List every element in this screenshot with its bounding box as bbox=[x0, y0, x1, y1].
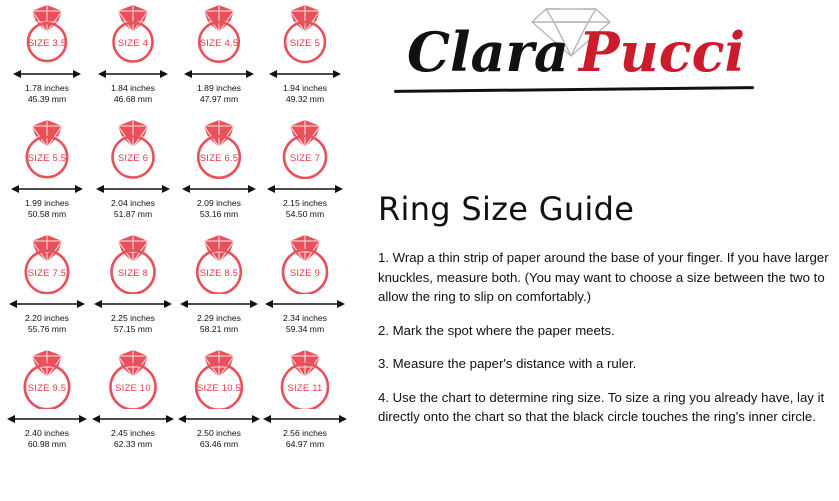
diameter-arrow bbox=[176, 413, 262, 427]
ring-size-cell bbox=[176, 347, 262, 462]
ring-icon bbox=[274, 117, 336, 179]
measurement bbox=[4, 313, 90, 334]
measurement-inches: 2.15 inches bbox=[283, 198, 327, 208]
measurement-inches: 2.20 inches bbox=[25, 313, 69, 323]
ring-size-cell bbox=[90, 347, 176, 462]
brand-underline bbox=[394, 86, 754, 93]
diameter-arrow bbox=[262, 298, 348, 312]
measurement bbox=[176, 313, 262, 334]
diameter-arrow bbox=[4, 68, 90, 82]
ring-size-label: SIZE 5.5 bbox=[27, 153, 67, 164]
brand-logo bbox=[376, 4, 776, 104]
measurement-mm: 46.68 mm bbox=[113, 93, 153, 104]
guide-steps bbox=[378, 248, 830, 441]
measurement bbox=[176, 428, 262, 449]
measurement-mm: 51.87 mm bbox=[113, 208, 153, 219]
measurement-inches: 2.29 inches bbox=[197, 313, 241, 323]
ring-illustration bbox=[262, 117, 348, 183]
ring-size-cell bbox=[262, 232, 348, 347]
ring-size-cell bbox=[262, 2, 348, 117]
diameter-arrow bbox=[90, 68, 176, 82]
ring-illustration bbox=[4, 232, 90, 298]
ring-size-label: SIZE 7 bbox=[289, 153, 321, 164]
ring-size-cell bbox=[4, 117, 90, 232]
measurement-inches: 1.99 inches bbox=[25, 198, 69, 208]
ring-size-cell bbox=[4, 232, 90, 347]
ring-illustration bbox=[4, 347, 90, 413]
ring-size-label: SIZE 10.5 bbox=[196, 383, 242, 394]
ring-icon bbox=[16, 232, 78, 294]
measurement bbox=[262, 428, 348, 449]
diameter-arrow bbox=[90, 298, 176, 312]
diameter-arrow bbox=[90, 413, 176, 427]
ring-size-label: SIZE 6 bbox=[117, 153, 149, 164]
page-title: Ring Size Guide bbox=[378, 190, 635, 228]
chart-row bbox=[4, 347, 358, 462]
ring-icon bbox=[102, 2, 164, 64]
ring-illustration bbox=[4, 2, 90, 68]
ring-size-label: SIZE 4 bbox=[117, 38, 149, 49]
measurement-mm: 59.34 mm bbox=[285, 323, 325, 334]
measurement bbox=[4, 198, 90, 219]
measurement-mm: 62.33 mm bbox=[113, 438, 153, 449]
ring-illustration bbox=[90, 2, 176, 68]
ring-illustration bbox=[4, 117, 90, 183]
ring-size-cell bbox=[176, 117, 262, 232]
guide-step: 4. Use the chart to determine ring size. To size a ring you already have, lay it directly onto the chart so that the black circle touches the ring's inner circle. bbox=[378, 389, 825, 424]
ring-illustration bbox=[176, 347, 262, 413]
measurement bbox=[262, 83, 348, 104]
ring-icon bbox=[274, 232, 336, 294]
brand-name-second: Pucci bbox=[578, 20, 746, 84]
measurement-mm: 45.39 mm bbox=[27, 93, 67, 104]
guide-panel bbox=[366, 0, 839, 501]
measurement bbox=[90, 198, 176, 219]
ring-size-cell bbox=[90, 232, 176, 347]
ring-illustration bbox=[262, 347, 348, 413]
measurement-inches: 2.40 inches bbox=[25, 428, 69, 438]
measurement-inches: 2.25 inches bbox=[111, 313, 155, 323]
measurement-inches: 2.04 inches bbox=[111, 198, 155, 208]
diameter-arrow bbox=[262, 183, 348, 197]
measurement-mm: 54.50 mm bbox=[285, 208, 325, 219]
ring-size-label: SIZE 8.5 bbox=[199, 268, 239, 279]
ring-size-cell bbox=[176, 232, 262, 347]
ring-icon bbox=[188, 2, 250, 64]
measurement-inches: 2.34 inches bbox=[283, 313, 327, 323]
measurement-mm: 49.32 mm bbox=[285, 93, 325, 104]
ring-size-cell bbox=[4, 2, 90, 117]
measurement-mm: 53.16 mm bbox=[199, 208, 239, 219]
ring-icon bbox=[102, 117, 164, 179]
measurement-mm: 64.97 mm bbox=[285, 438, 325, 449]
diameter-arrow bbox=[176, 68, 262, 82]
chart-row bbox=[4, 232, 358, 347]
ring-size-chart bbox=[0, 0, 358, 501]
ring-illustration bbox=[262, 232, 348, 298]
measurement-mm: 63.46 mm bbox=[199, 438, 239, 449]
ring-size-label: SIZE 4.5 bbox=[199, 38, 239, 49]
measurement-inches: 1.84 inches bbox=[111, 83, 155, 93]
ring-size-label: SIZE 6.5 bbox=[199, 153, 239, 164]
ring-icon bbox=[102, 347, 164, 409]
ring-icon bbox=[16, 347, 78, 409]
measurement-mm: 50.58 mm bbox=[27, 208, 67, 219]
diameter-arrow bbox=[90, 183, 176, 197]
diameter-arrow bbox=[4, 413, 90, 427]
measurement-mm: 58.21 mm bbox=[199, 323, 239, 334]
ring-icon bbox=[188, 232, 250, 294]
ring-size-cell bbox=[262, 347, 348, 462]
diameter-arrow bbox=[176, 183, 262, 197]
ring-size-cell bbox=[4, 347, 90, 462]
diameter-arrow bbox=[176, 298, 262, 312]
ring-illustration bbox=[176, 117, 262, 183]
ring-size-cell bbox=[90, 117, 176, 232]
ring-illustration bbox=[90, 347, 176, 413]
measurement-mm: 60.98 mm bbox=[27, 438, 67, 449]
chart-row bbox=[4, 117, 358, 232]
ring-size-cell bbox=[176, 2, 262, 117]
measurement bbox=[176, 198, 262, 219]
ring-illustration bbox=[176, 2, 262, 68]
ring-icon bbox=[188, 347, 250, 409]
diameter-arrow bbox=[4, 183, 90, 197]
guide-step: 3. Measure the paper's distance with a ruler. bbox=[378, 356, 637, 371]
ring-illustration bbox=[90, 117, 176, 183]
measurement-mm: 55.76 mm bbox=[27, 323, 67, 334]
measurement-mm: 57.15 mm bbox=[113, 323, 153, 334]
measurement bbox=[90, 313, 176, 334]
guide-step: 2. Mark the spot where the paper meets. bbox=[378, 322, 615, 338]
measurement-inches: 1.94 inches bbox=[283, 83, 327, 93]
ring-size-label: SIZE 7.5 bbox=[27, 268, 67, 279]
measurement-inches: 2.50 inches bbox=[197, 428, 241, 438]
measurement bbox=[4, 83, 90, 104]
ring-icon bbox=[16, 2, 78, 64]
measurement-inches: 2.56 inches bbox=[283, 428, 327, 438]
ring-size-label: SIZE 3.5 bbox=[27, 38, 67, 49]
measurement-inches: 2.09 inches bbox=[197, 198, 241, 208]
measurement-inches: 1.78 inches bbox=[25, 83, 69, 93]
ring-size-label: SIZE 11 bbox=[287, 383, 323, 394]
ring-icon bbox=[274, 347, 336, 409]
guide-step: 1. Wrap a thin strip of paper around the base of your finger. If you have larger knuckles, measure both. (You may want to choose a size between the two to allow the ring to slip on comfortably.) bbox=[378, 250, 829, 304]
ring-icon bbox=[16, 117, 78, 179]
chart-row bbox=[4, 2, 358, 117]
ring-illustration bbox=[90, 232, 176, 298]
ring-icon bbox=[188, 117, 250, 179]
ring-size-label: SIZE 8 bbox=[117, 268, 149, 279]
ring-size-label: SIZE 5 bbox=[289, 38, 321, 49]
measurement bbox=[262, 313, 348, 334]
measurement bbox=[4, 428, 90, 449]
ring-icon bbox=[102, 232, 164, 294]
measurement bbox=[90, 428, 176, 449]
measurement-inches: 2.45 inches bbox=[111, 428, 155, 438]
brand-name bbox=[376, 20, 776, 84]
measurement bbox=[90, 83, 176, 104]
ring-size-cell bbox=[90, 2, 176, 117]
ring-illustration bbox=[176, 232, 262, 298]
diameter-arrow bbox=[4, 298, 90, 312]
ring-size-label: SIZE 10 bbox=[115, 383, 151, 394]
measurement bbox=[262, 198, 348, 219]
ring-icon bbox=[274, 2, 336, 64]
ring-illustration bbox=[262, 2, 348, 68]
measurement-inches: 1.89 inches bbox=[197, 83, 241, 93]
brand-name-first: Clara bbox=[406, 20, 569, 84]
ring-size-label: SIZE 9 bbox=[289, 268, 321, 279]
diameter-arrow bbox=[262, 68, 348, 82]
ring-size-cell bbox=[262, 117, 348, 232]
diameter-arrow bbox=[262, 413, 348, 427]
ring-size-label: SIZE 9.5 bbox=[27, 383, 67, 394]
measurement bbox=[176, 83, 262, 104]
measurement-mm: 47.97 mm bbox=[199, 93, 239, 104]
